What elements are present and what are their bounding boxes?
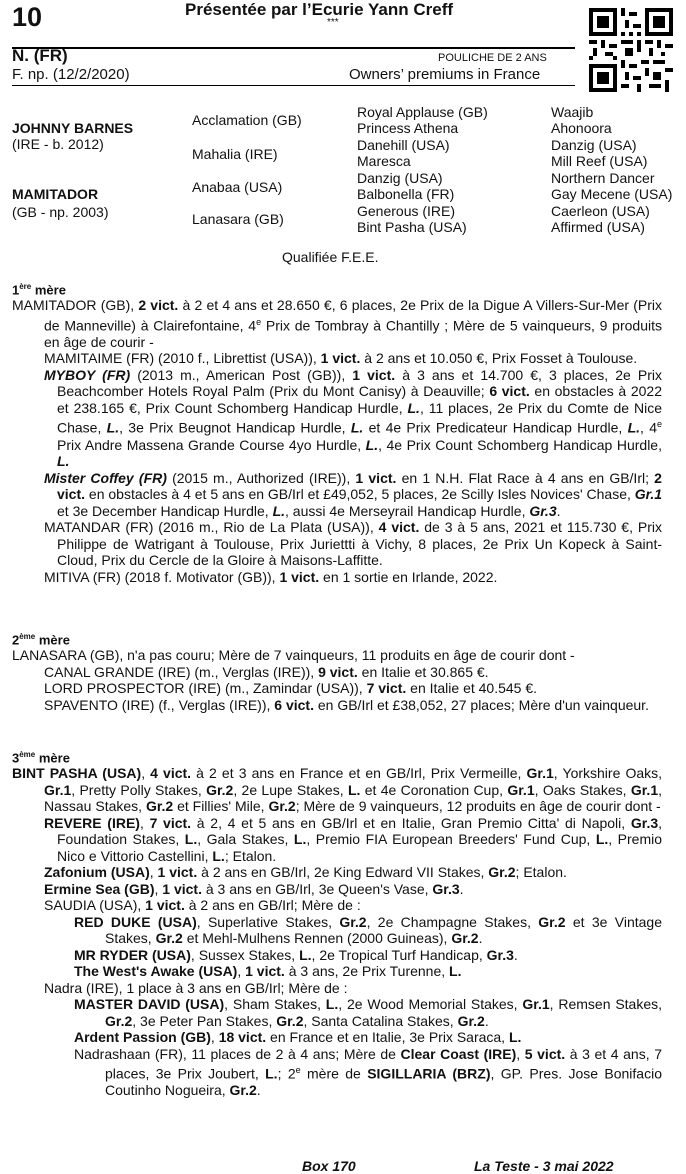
entry-paragraph: RED DUKE (USA), Superlative Stakes, Gr.2, 2e Champagne Stakes, Gr.2 et 3e Vintage Stakes, Gr.2 et Mehl-Mulhens Rennen (2000 Guineas), Gr.2.: [74, 913, 662, 947]
gen3-ancestor: Balbonella (FR): [357, 186, 455, 202]
gen4-ancestor: Northern Dancer: [551, 170, 655, 186]
gen4-ancestor: Danzig (USA): [551, 137, 637, 153]
gen3-ancestor: Danehill (USA): [357, 137, 450, 153]
entry-paragraph: Ardent Passion (GB), 18 vict. en France et en Italie, 3e Prix Saraca, L.: [74, 1029, 522, 1046]
section-heading: 2ème mère: [12, 632, 70, 648]
entry-paragraph: MAMITADOR (GB), 2 vict. à 2 et 4 ans et 28.650 €, 6 places, 2e Prix de la Digue A Villers-Sur-Mer (Prix de Manneville) à Clairefontaine, 4e Prix de Tombray à Chantilly ; Mère de 5 vainqueurs, 9 produits en âge de courir -: [12, 297, 662, 350]
section-heading: 1ère mère: [12, 282, 66, 298]
entry-paragraph: SPAVENTO (IRE) (f., Verglas (IRE)), 6 vict. en GB/Irl et £38,052, 27 places; Mère d'un vainqueur.: [44, 696, 649, 713]
header-rule-bottom: [12, 85, 575, 86]
entry-paragraph: Nadrashaan (FR), 11 places de 2 à 4 ans; Mère de Clear Coast (IRE), 5 vict. à 3 et 4 ans, 7 places, 3e Prix Joubert, L.; 2e mère de SIGILLARIA (BRZ), GP. Pres. Jose Bonifacio Coutinho Nogueira, Gr.2.: [74, 1045, 662, 1099]
consignor-title: Présentée par l’Ecurie Yann Creff: [185, 0, 454, 19]
entry-paragraph: BINT PASHA (USA), 4 vict. à 2 et 3 ans en France et en GB/Irl, Prix Vermeille, Gr.1, Yorkshire Oaks, Gr.1, Pretty Polly Stakes, Gr.2, 2e Lupe Stakes, L. et 4e Coronation Cup, Gr.1, Oaks Stakes, Gr.1, Nassau Stakes, Gr.2 et Fillies' Mile, Gr.2; Mère de 9 vainqueurs, 12 produits en âge de courir dont -: [12, 765, 663, 815]
gen4-ancestor: Affirmed (USA): [551, 219, 645, 235]
horse-info: F. np. (12/2/2020): [12, 66, 130, 83]
gen2-ancestor: Lanasara (GB): [192, 211, 284, 227]
gen3-ancestor: Generous (IRE): [357, 203, 456, 219]
sire-name: JOHNNY BARNES: [12, 120, 134, 136]
entry-paragraph: The West's Awake (USA), 1 vict. à 3 ans, 2e Prix Turenne, L.: [74, 963, 462, 980]
third-dam-section: [12, 750, 662, 1099]
sire-info: (IRE - b. 2012): [12, 136, 104, 152]
horse-name: N. (FR): [12, 46, 68, 65]
gen3-ancestor: Danzig (USA): [357, 170, 443, 186]
entry-paragraph: LORD PROSPECTOR (IRE) (m., Zamindar (USA)), 7 vict. en Italie et 40.545 €.: [44, 680, 538, 697]
entry-paragraph: MR RYDER (USA), Sussex Stakes, L., 2e Tropical Turf Handicap, Gr.3.: [74, 946, 518, 963]
entry-paragraph: Nadra (IRE), 1 place à 3 ans en GB/Irl; Mère de :: [44, 979, 348, 996]
gen4-ancestor: Ahonoora: [551, 120, 612, 136]
gen2-ancestor: Mahalia (IRE): [192, 146, 278, 162]
gen2-ancestor: Acclamation (GB): [192, 112, 302, 128]
entry-paragraph: Zafonium (USA), 1 vict. à 2 ans en GB/Irl, 2e King Edward VII Stakes, Gr.2; Etalon.: [44, 864, 567, 881]
dam-name: MAMITADOR: [12, 186, 99, 202]
gen3-ancestor: Royal Applause (GB): [357, 104, 488, 120]
entry-paragraph: MASTER DAVID (USA), Sham Stakes, L., 2e Wood Memorial Stakes, Gr.1, Remsen Stakes, Gr.2, 3e Peter Pan Stakes, Gr.2, Santa Catalina Stakes, Gr.2.: [74, 996, 663, 1029]
gen4-ancestor: Caerleon (USA): [551, 203, 650, 219]
second-dam-paragraphs: [12, 647, 662, 713]
entry-paragraph: MYBOY (FR) (2013 m., American Post (GB)), 1 vict. à 3 ans et 14.700 €, 3 places, 2e Prix Beachcomber Hotels Royal Palm (Prix du Mont Canisy) à Deauville; 6 vict. en obstacles à 2022 et 238.165 €, Prix Count Schomberg Handicap Hurdle, L., 11 places, 2e Prix du Comte de Nice Chase, L., 3e Prix Beugnot Handicap Hurdle, L. et 4e Prix Predicateur Handicap Hurdle, L., 4e Prix Andre Massena Grande Course 4yo Hurdle, L., 4e Prix Count Schomberg Handicap Hurdle, L.: [44, 366, 662, 470]
entry-paragraph: LANASARA (GB), n'a pas couru; Mère de 7 vainqueurs, 11 produits en âge de courir dont -: [12, 647, 575, 664]
box-number: Box 170: [302, 1158, 356, 1174]
dam-info: (GB - np. 2003): [12, 204, 109, 220]
qualification-note: Qualifiée F.E.E.: [282, 249, 379, 265]
gen2-ancestor: Anabaa (USA): [192, 179, 283, 195]
gen3-ancestor: Princess Athena: [357, 120, 459, 136]
first-dam-paragraphs: [12, 297, 662, 585]
owners-premiums: Owners’ premiums in France: [349, 66, 541, 83]
entry-paragraph: CANAL GRANDE (IRE) (m., Verglas (IRE)), 9 vict. en Italie et 30.865 €.: [44, 663, 489, 680]
gen4-ancestor: Mill Reef (USA): [551, 153, 648, 169]
gen3-ancestor: Bint Pasha (USA): [357, 219, 467, 235]
entry-paragraph: Ermine Sea (GB), 1 vict. à 3 ans en GB/Irl, 3e Queen's Vase, Gr.3.: [44, 880, 464, 897]
sex-age: POULICHE DE 2 ANS: [438, 52, 547, 64]
entry-paragraph: Mister Coffey (FR) (2015 m., Authorized (IRE)), 1 vict. en 1 N.H. Flat Race à 4 ans en GB/Irl; 2 vict. en obstacles à 4 et 5 ans en GB/Irl et £49,052, 5 places, 2e Scilly Isles Novices' Chase, Gr.1 et 3e December Handicap Hurdle, L., aussi 4e Merseyrail Handicap Hurdle, Gr.3.: [44, 469, 663, 519]
gen4-ancestor: Gay Mecene (USA): [551, 186, 673, 202]
qr-code-icon: [589, 8, 673, 92]
entry-paragraph: MITIVA (FR) (2018 f. Motivator (GB)), 1 vict. en 1 sortie en Irlande, 2022.: [44, 568, 498, 585]
third-dam-paragraphs: [12, 765, 662, 1099]
lot-number: 10: [12, 2, 43, 32]
header-rule: [12, 47, 575, 49]
gen3-ancestor: Maresca: [357, 153, 411, 169]
stars: ***: [327, 17, 339, 28]
section-heading: 3ème mère: [12, 750, 70, 766]
entry-paragraph: SAUDIA (USA), 1 vict. à 2 ans en GB/Irl; Mère de :: [44, 897, 361, 914]
entry-paragraph: REVERE (IRE), 7 vict. à 2, 4 et 5 ans en GB/Irl et en Italie, Gran Premio Citta' di Napoli, Gr.3, Foundation Stakes, L., Gala Stakes, L., Premio FIA European Breeders' Fund Cup, L., Premio Nico e Vittorio Castellini, L.; Etalon.: [44, 814, 663, 864]
sale-place-date: La Teste - 3 mai 2022: [474, 1158, 614, 1174]
first-dam-section: [12, 282, 662, 585]
second-dam-section: [12, 632, 662, 713]
entry-paragraph: MATANDAR (FR) (2016 m., Rio de La Plata (USA)), 4 vict. de 3 à 5 ans, 2021 et 115.730 €, Prix Philippe de Watrigant à Toulouse, Prix Juriettti à Vichy, 8 places, 2e Prix Un Kopeck à Saint-Cloud, Prix du Cercle de la Gloire à Maisons-Laffitte.: [44, 519, 662, 569]
entry-paragraph: MAMITAIME (FR) (2010 f., Librettist (USA)), 1 vict. à 2 ans et 10.050 €, Prix Fosset à Toulouse.: [44, 350, 638, 367]
gen4-ancestor: Waajib: [551, 104, 594, 120]
